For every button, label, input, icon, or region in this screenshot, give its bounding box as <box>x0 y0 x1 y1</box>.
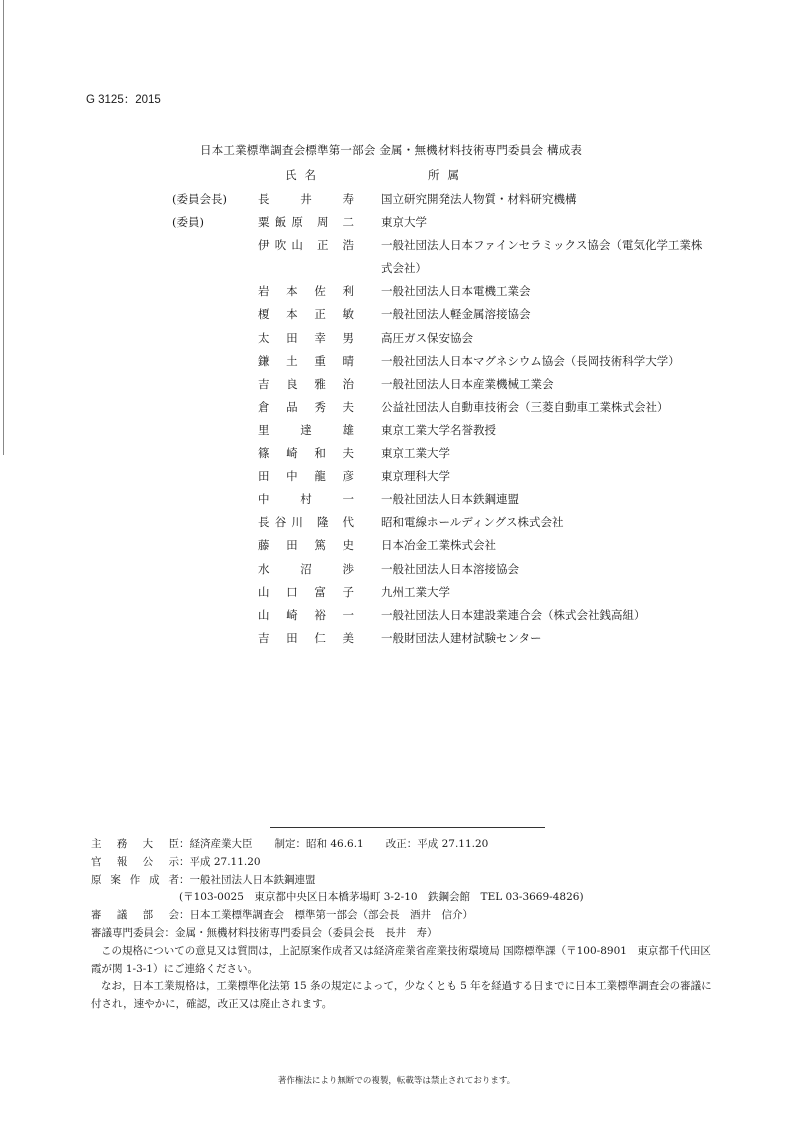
member-affiliation: 東京理科大学 <box>381 469 450 484</box>
member-affiliation: 東京工業大学 <box>381 446 450 461</box>
member-row <box>0 442 793 465</box>
review-note: なお，日本工業規格は，工業標準化法第 15 条の規定によって，少なくとも 5 年を経過する日までに日本工業標準調査会の審議に付され，速やかに，確認，改正又は廃止されます。 <box>91 980 712 1011</box>
enacted-date: 制定：昭和 46.6.1 <box>274 838 364 850</box>
drafter-address: (〒103-0025 東京都中央区日本橋茅場町 3-2-10 鉄鋼会館 TEL 03-3669-4826) <box>179 891 584 904</box>
member-affiliation: 国立研究開発法人物質・材料研究機構 <box>381 192 577 206</box>
minister-label: 主務大臣 <box>91 838 179 850</box>
member-name: 長谷川 隆 代 <box>258 515 354 530</box>
council-value: 日本工業標準調査会 標準第一部会（部会長 酒井 信介） <box>189 909 473 922</box>
member-row <box>0 627 793 650</box>
member-name: 伊吹山 正 浩 <box>258 238 354 253</box>
member-affiliation: 公益社団法人自動車技術会（三菱自動車工業株式会社） <box>381 399 669 414</box>
member-affiliation: 九州工業大学 <box>381 584 450 599</box>
member-row <box>0 211 793 234</box>
gazette-label: 官報公示 <box>91 855 179 868</box>
member-row <box>0 396 793 419</box>
minister-value: 経済産業大臣 <box>189 838 253 850</box>
member-row <box>0 280 793 303</box>
drafter-value: 一般社団法人日本鉄鋼連盟 <box>189 873 316 886</box>
column-header-name: 氏名 <box>285 168 324 182</box>
copyright-notice: 著作権法により無断での複製，転載等は禁止されております。 <box>277 1076 516 1086</box>
member-affiliation: 一般社団法人軽金属溶接協会 <box>381 307 531 322</box>
member-name: 山 口 富 子 <box>258 584 354 599</box>
inquiry-note: この規格についての意見又は質問は，上記原案作成者又は経済産業省産業技術環境局 国際標準課（〒100-8901 東京都千代田区霞が関 1-3-1）にご連絡ください。 <box>91 944 711 975</box>
member-affiliation: 昭和電線ホールディングス株式会社 <box>381 515 564 530</box>
minister-row: 主務大臣：経済産業大臣 制定：昭和 46.6.1 改正：平成 27.11.20 <box>91 836 721 854</box>
document-code: G 3125：2015 <box>86 94 161 106</box>
member-row <box>0 604 793 627</box>
member-row <box>0 373 793 396</box>
member-name: 粟飯原 周 二 <box>258 215 354 230</box>
member-row <box>0 558 793 581</box>
member-affiliation: 一般社団法人日本産業機械工業会 <box>381 376 554 391</box>
gazette-row: 官報公示：平成 27.11.20 <box>91 854 721 872</box>
member-name: 篠 崎 和 夫 <box>258 446 354 461</box>
member-name: 岩 本 佐 利 <box>258 284 354 299</box>
member-name: 吉 田 仁 美 <box>258 630 354 645</box>
member-affiliation: 高圧ガス保安協会 <box>381 330 473 345</box>
member-row <box>0 188 793 211</box>
member-affiliation: 一般財団法人建材試験センター <box>381 630 542 645</box>
member-name: 中 村 一 <box>258 492 354 507</box>
member-affiliation: 東京工業大学名誉教授 <box>381 422 496 437</box>
member-row <box>0 511 793 534</box>
member-affiliation: 一般社団法人日本溶接協会 <box>381 561 519 576</box>
member-row <box>0 465 793 488</box>
member-name: 吉 良 雅 治 <box>258 376 354 391</box>
member-name: 水 沼 渉 <box>258 561 354 576</box>
committee-title: 日本工業標準調査会標準第一部会 金属・無機材料技術専門委員会 構成表 <box>200 143 583 157</box>
member-name: 長 井 寿 <box>258 192 354 206</box>
committee-value: 金属・無機材料技術専門委員会（委員会長 長井 寿） <box>175 926 438 939</box>
council-label: 審議部会 <box>91 909 179 922</box>
member-row <box>0 234 793 280</box>
member-role: (委員) <box>172 215 204 230</box>
member-name: 鎌 土 重 晴 <box>258 353 354 368</box>
footer-divider <box>270 827 545 828</box>
member-name: 榎 本 正 敏 <box>258 307 354 322</box>
column-header-affiliation: 所属 <box>428 168 467 182</box>
gazette-value: 平成 27.11.20 <box>189 855 261 868</box>
footer-info <box>91 836 721 1014</box>
committee-label: 審議専門委員会 <box>91 926 165 939</box>
committee-row: 審議専門委員会：金属・無機材料技術専門委員会（委員会長 長井 寿） <box>91 925 721 943</box>
member-list <box>0 188 793 650</box>
member-name: 倉 品 秀 夫 <box>258 399 354 414</box>
member-row <box>0 581 793 604</box>
member-row <box>0 327 793 350</box>
member-affiliation: 日本冶金工業株式会社 <box>381 538 496 553</box>
drafter-label: 原案作成者 <box>91 873 179 886</box>
member-affiliation: 一般社団法人日本鉄鋼連盟 <box>381 492 519 507</box>
member-affiliation: 一般社団法人日本建設業連合会（株式会社銭高組） <box>381 607 646 622</box>
member-name: 山 崎 裕 一 <box>258 607 354 622</box>
member-affiliation: 一般社団法人日本ファインセラミックス協会（電気化学工業株式会社） <box>381 238 703 276</box>
member-role: (委員会長) <box>172 192 227 206</box>
member-name: 里 達 雄 <box>258 422 354 437</box>
drafter-row: 原案作成者：一般社団法人日本鉄鋼連盟 <box>91 872 721 890</box>
council-row: 審議部会：日本工業標準調査会 標準第一部会（部会長 酒井 信介） <box>91 907 721 925</box>
member-name: 太 田 幸 男 <box>258 330 354 345</box>
member-row <box>0 534 793 557</box>
member-affiliation: 一般社団法人日本電機工業会 <box>381 284 531 299</box>
member-name: 藤 田 篤 史 <box>258 538 354 553</box>
member-row <box>0 419 793 442</box>
member-affiliation: 一般社団法人日本マグネシウム協会（長岡技術科学大学） <box>381 353 680 368</box>
member-row <box>0 303 793 326</box>
member-row <box>0 350 793 373</box>
member-row <box>0 488 793 511</box>
member-affiliation: 東京大学 <box>381 215 427 230</box>
revised-date: 改正：平成 27.11.20 <box>385 838 489 850</box>
member-name: 田 中 龍 彦 <box>258 469 354 484</box>
